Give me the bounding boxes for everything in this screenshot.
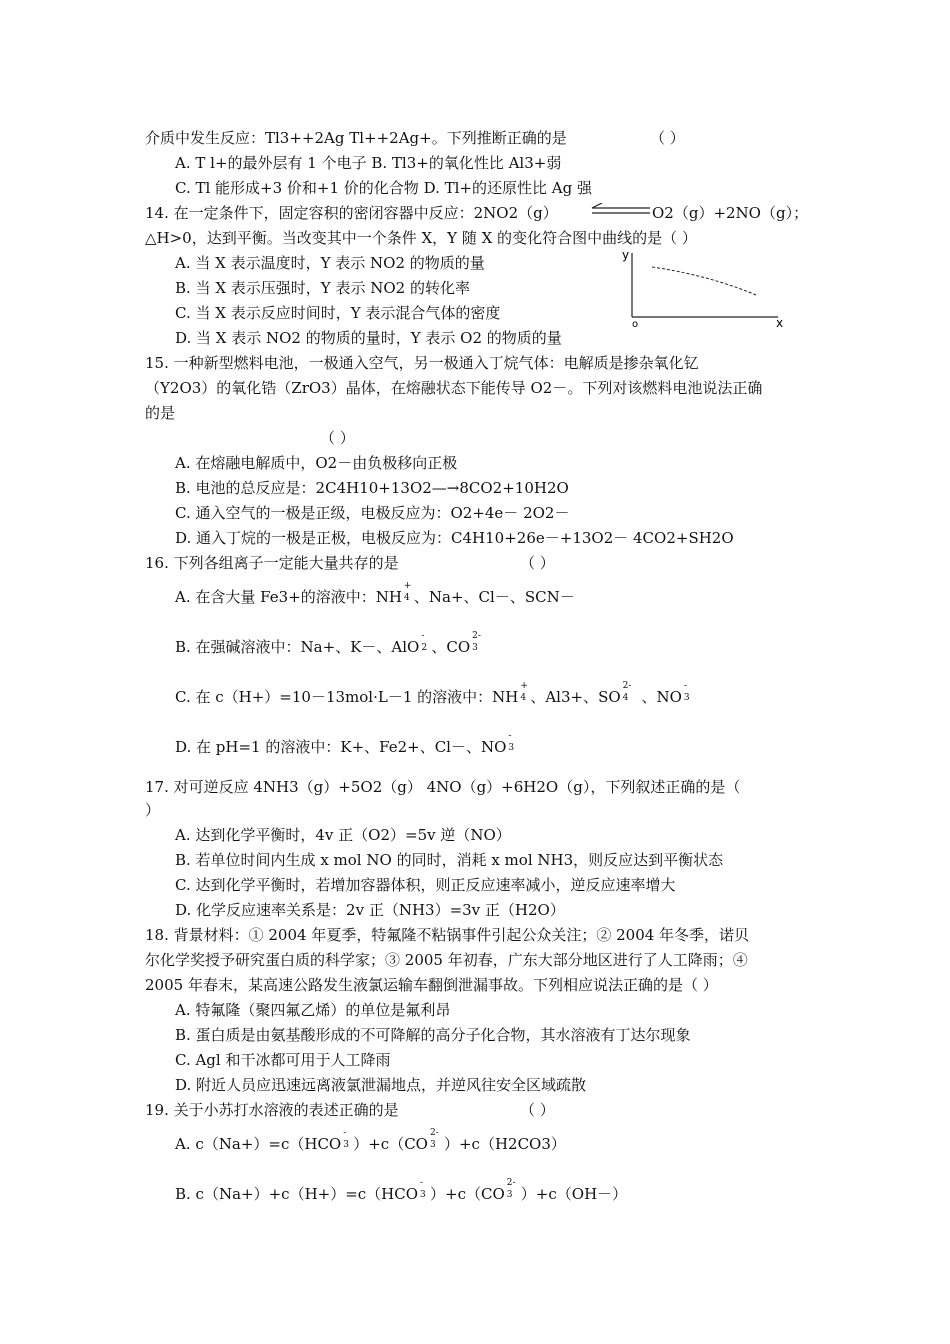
q17-option-a: A. 达到化学平衡时，4v 正（O2）=5v 逆（NO） <box>175 826 511 844</box>
answer-paren: （ ） <box>520 1101 555 1119</box>
q18-stem-1: 18. 背景材料：① 2004 年夏季，特氟隆不粘锅事件引起公众关注；② 2004 年冬季，诺贝 <box>145 926 750 944</box>
q15-option-d: D. 通入丁烷的一极是正极，电极反应为：C4H10+26e－+13O2－ 4CO2+SH2O <box>175 529 734 547</box>
x-axis-label: x <box>776 316 784 329</box>
q15-option-a: A. 在熔融电解质中，O2－由负极移向正极 <box>175 454 458 472</box>
text: ）+c（H2CO3） <box>443 1135 566 1153</box>
q17-option-b: B. 若单位时间内生成 x mol NO 的同时，消耗 x mol NH3，则反应达到平衡状态 <box>175 851 724 869</box>
charge-mark: - 2 <box>421 631 428 653</box>
q17-option-d: D. 化学反应速率关系是：2v 正（NH3）=3v 正（H2O） <box>175 901 565 919</box>
q14-stem-2: △H>0，达到平衡。当改变其中一个条件 X，Y 随 X 的变化符合图中曲线的是（ ） <box>145 229 697 247</box>
q13-option-ab: A. T l+的最外层有 1 个电子 B. Tl3+的氧化性比 Al3+弱 <box>175 154 562 172</box>
text: 介质中发生反应：Tl3++2Ag Tl++2Ag+。下列推断正确的是 <box>145 129 567 147</box>
charge-mark: 2- 3 <box>472 631 481 653</box>
q14-option-b: B. 当 X 表示压强时，Y 表示 NO2 的转化率 <box>175 279 470 297</box>
answer-paren: （ ） <box>650 129 685 147</box>
q17-stem-2: ） <box>145 801 161 819</box>
q14-option-d: D. 当 X 表示 NO2 的物质的量时，Y 表示 O2 的物质的量 <box>175 329 562 347</box>
q16-option-b <box>175 631 486 658</box>
text: A. c（Na+）=c（HCO <box>175 1135 342 1153</box>
q14-option-c: C. 当 X 表示反应时间时，Y 表示混合气体的密度 <box>175 304 501 322</box>
q17-option-c: C. 达到化学平衡时，若增加容器体积，则正反应速率减小，逆反应速率增大 <box>175 876 676 894</box>
q15-option-b: B. 电池的总反应是：2C4H10+13O2—→8CO2+10H2O <box>175 479 569 497</box>
q14-stem-right: O2（g）+2NO（g）； <box>652 204 809 222</box>
q16-stem: 16. 下列各组离子一定能大量共存的是 <box>145 554 399 572</box>
charge-mark: + 4 <box>520 681 528 703</box>
text: A. 在含大量 Fe3+的溶液中：NH <box>175 588 402 606</box>
q16-option-a <box>175 581 575 608</box>
q18-option-d: D. 附近人员应迅速远离液氯泄漏地点，并逆风往安全区域疏散 <box>175 1076 587 1094</box>
q15-stem-3: 的是 <box>145 404 176 422</box>
answer-paren: （ ） <box>520 554 555 572</box>
q18-option-a: A. 特氟隆（聚四氟乙烯）的单位是氟利昂 <box>175 1001 451 1019</box>
text: ）+c（CO <box>430 1185 505 1203</box>
q19-stem: 19. 关于小苏打水溶液的表述正确的是 <box>145 1101 399 1119</box>
q18-option-c: C. Agl 和干冰都可用于人工降雨 <box>175 1051 391 1069</box>
text: 、Al3+、SO <box>530 688 621 706</box>
q13-option-cd: C. Tl 能形成+3 价和+1 价的化合物 D. Tl+的还原性比 Ag 强 <box>175 179 592 197</box>
q18-option-b: B. 蛋白质是由氨基酸形成的不可降解的高分子化合物，其水溶液有丁达尔现象 <box>175 1026 691 1044</box>
charge-mark: - 3 <box>508 731 515 753</box>
q14-option-a: A. 当 X 表示温度时，Y 表示 NO2 的物质的量 <box>175 254 485 272</box>
charge-mark: 2- 4 <box>622 681 632 703</box>
q16-option-d <box>175 731 518 758</box>
text: 、Na+、Cl－、SCN－ <box>413 588 575 606</box>
text: D. 在 pH=1 的溶液中：K+、Fe2+、Cl－、NO <box>175 738 507 756</box>
origin-label: o <box>632 319 639 329</box>
text: ）+c（CO <box>353 1135 428 1153</box>
q18-stem-2: 尔化学奖授予研究蛋白质的科学家；③ 2005 年初春，广东大部分地区进行了人工降雨；④ <box>145 951 748 969</box>
text: B. c（Na+）+c（H+）=c（HCO <box>175 1185 419 1203</box>
curve <box>652 267 756 295</box>
charge-mark: - 3 <box>683 681 690 703</box>
q19-option-b <box>175 1178 628 1205</box>
q18-stem-3: 2005 年春末，某高速公路发生液氯运输车翻倒泄漏事故。下列相应说法正确的是（ ） <box>145 976 718 994</box>
text: B. 在强碱溶液中：Na+、K－、AlO <box>175 638 420 656</box>
q16-option-c <box>175 681 694 708</box>
text: C. 在 c（H+）=10－13mol·L－1 的溶液中：NH <box>175 688 519 706</box>
q15-stem-1: 15. 一种新型燃料电池，一极通入空气，另一极通入丁烷气体：电解质是掺杂氧化钇 <box>145 354 699 372</box>
q14-stem: 14. 在一定条件下，固定容积的密闭容器中反应：2NO2（g） <box>145 204 558 222</box>
q17-stem: 17. 对可逆反应 4NH3（g）+5O2（g） 4NO（g）+6H2O（g），下列叙述正确的是（ <box>145 778 741 796</box>
charge-mark: 2- 3 <box>506 1178 516 1200</box>
line-q13-stem <box>145 128 567 148</box>
q19-option-a <box>175 1128 566 1155</box>
y-axis-label: y <box>622 248 630 262</box>
charge-mark: - 3 <box>420 1178 426 1200</box>
q15-stem-2: （Y2O3）的氧化锆（ZrO3）晶体，在熔融状态下能传导 O2－。下列对该燃料电池说法正确 <box>145 379 763 397</box>
charge-mark: - 3 <box>343 1128 349 1150</box>
equilibrium-arrow-icon <box>590 203 652 219</box>
q15-option-c: C. 通入空气的一极是正级，电极反应为：O2+4e－ 2O2－ <box>175 504 570 522</box>
text: 、NO <box>636 688 682 706</box>
charge-mark: 2- 3 <box>429 1128 439 1150</box>
q14-curve-graph <box>618 247 788 329</box>
charge-mark: + 4 <box>403 581 412 603</box>
text: 、CO <box>431 638 471 656</box>
text: ）+c（OH－） <box>520 1185 628 1203</box>
answer-paren: （ ） <box>320 429 355 447</box>
